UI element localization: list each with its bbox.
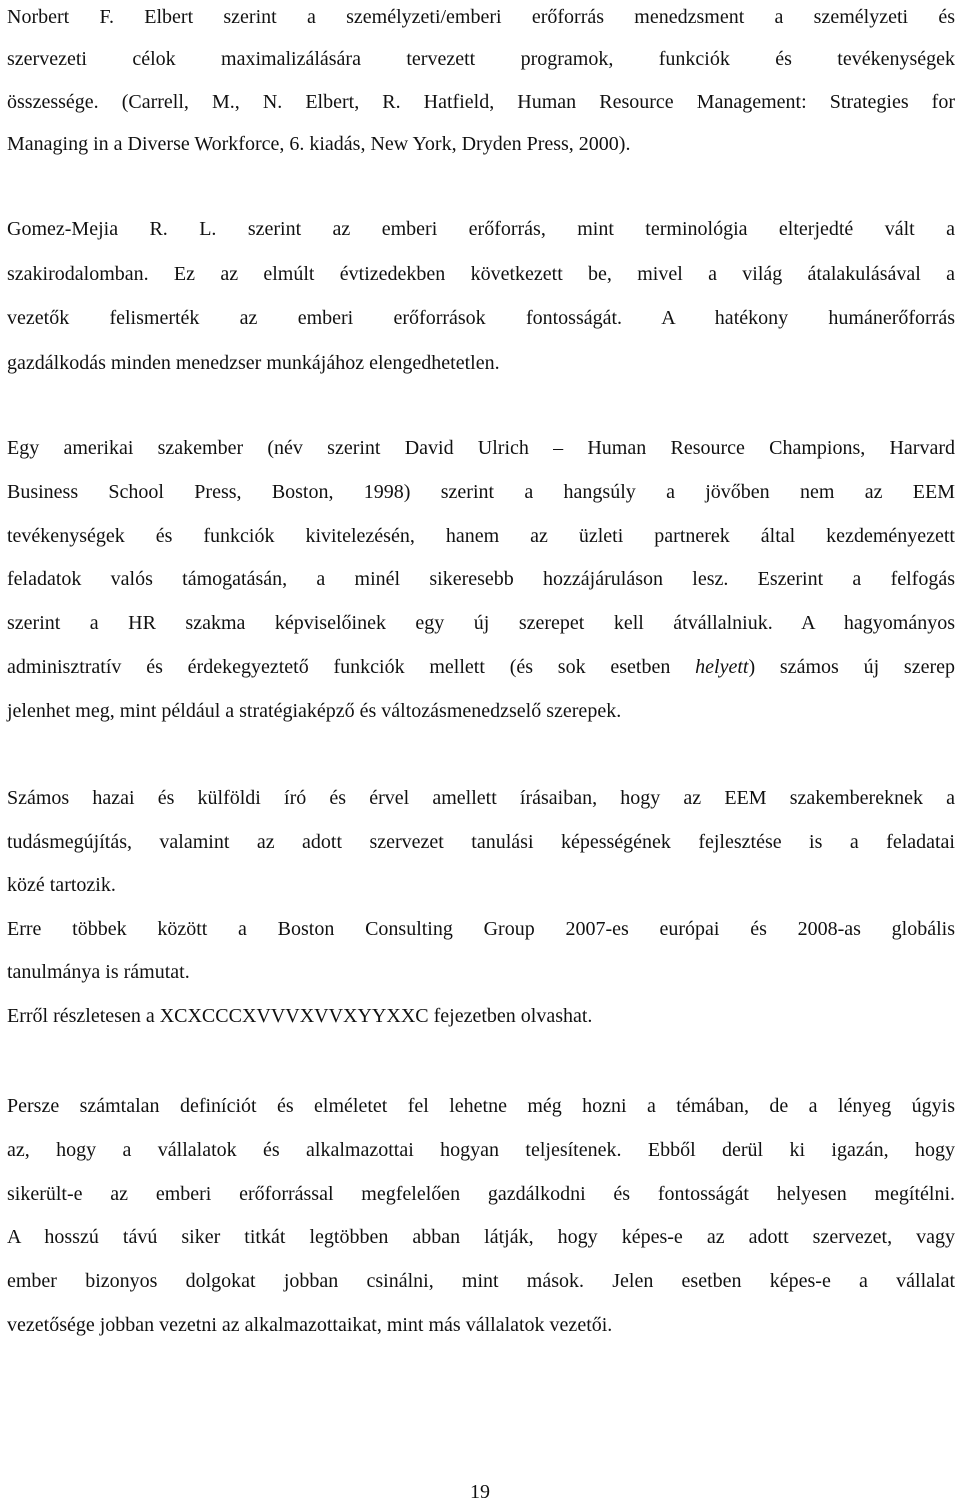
- text-line: Business School Press, Boston, 1998) szerint a hangsúly a jövőben nem az EEM: [7, 480, 955, 503]
- paragraph-definitions-conclusion: [7, 1085, 955, 1348]
- text-line: szervezeti célok maximalizálására tervezett programok, funkciók és tevékenységek: [7, 48, 955, 71]
- text-line: összessége. (Carrell, M., N. Elbert, R. Hatfield, Human Resource Management: Strategies for: [7, 90, 955, 113]
- text-line: Erről részletesen a XCXCCCXVVVXVVXYYXXC fejezetben olvashat.: [7, 1004, 593, 1027]
- page-number: 19: [470, 1481, 490, 1503]
- paragraph-gomez-mejia: [7, 207, 955, 385]
- text-line: tanulmánya is rámutat.: [7, 961, 190, 984]
- text-line: Erre többek között a Boston Consulting Group 2007-es európai és 2008-as globális: [7, 917, 955, 940]
- text-line: Egy amerikai szakember (név szerint David Ulrich – Human Resource Champions, Harvard: [7, 437, 955, 459]
- text-line: Számos hazai és külföldi író és érvel amellett írásaiban, hogy az EEM szakembereknek a: [7, 787, 955, 809]
- text-line: az, hogy a vállalatok és alkalmazottai hogyan teljesítenek. Ebből derül ki igazán, hogy: [7, 1138, 955, 1161]
- text-line: Norbert F. Elbert szerint a személyzeti/emberi erőforrás menedzsment a személyzeti és: [7, 6, 955, 28]
- text-line: Managing in a Diverse Workforce, 6. kiadás, New York, Dryden Press, 2000).: [7, 133, 631, 156]
- text-line: A hosszú távú siker titkát legtöbben abban látják, hogy képes-e az adott szervezet, vagy: [7, 1226, 955, 1249]
- paragraph-ulrich: [7, 427, 955, 734]
- text-line: közé tartozik.: [7, 874, 116, 897]
- text-line: ember bizonyos dolgokat jobban csinálni, mint mások. Jelen esetben képes-e a vállalat: [7, 1270, 955, 1293]
- text-line: vezetők felismerték az emberi erőforrások fontosságát. A hatékony humánerőforrás: [7, 307, 955, 330]
- text-line: vezetősége jobban vezetni az alkalmazottaikat, mint más vállalatok vezetői.: [7, 1313, 613, 1336]
- text-line: szerint a HR szakma képviselőinek egy új szerepet kell átvállalniuk. A hagyományos: [7, 612, 955, 635]
- text-line: gazdálkodás minden menedzser munkájához elengedhetetlen.: [7, 351, 500, 374]
- emphasized-word: helyett: [695, 655, 749, 678]
- text-line: Persze számtalan definíciót és elméletet fel lehetne még hozni a témában, de a lényeg úgyis: [7, 1095, 955, 1117]
- text-segment: adminisztratív és érdekegyeztető funkciók mellett (és sok esetben: [7, 655, 696, 678]
- paragraph-eem-experts: [7, 777, 955, 1039]
- paragraph-elbert-definition: [7, 0, 955, 166]
- text-line: sikerült-e az emberi erőforrással megfelelően gazdálkodni és fontosságát helyesen megítélni.: [7, 1182, 955, 1205]
- text-line: szakirodalomban. Ez az elmúlt évtizedekben következett be, mivel a világ átalakulásával a: [7, 262, 955, 285]
- text-line: feladatok valós támogatásán, a minél sikeresebb hozzájáruláson lesz. Eszerint a felfogás: [7, 568, 955, 591]
- text-line: jelenhet meg, mint például a stratégiaképző és változásmenedzselő szerepek.: [7, 699, 622, 722]
- text-line-with-emphasis: [7, 646, 955, 690]
- text-line: tevékenységek és funkciók kivitelezésén, hanem az üzleti partnerek által kezdeményezett: [7, 524, 955, 547]
- text-line: Gomez-Mejia R. L. szerint az emberi erőforrás, mint terminológia elterjedté vált a: [7, 218, 955, 240]
- text-segment: ) számos új szerep: [748, 655, 955, 678]
- text-line: tudásmegújítás, valamint az adott szervezet tanulási képességének fejlesztése is a feladatai: [7, 830, 955, 853]
